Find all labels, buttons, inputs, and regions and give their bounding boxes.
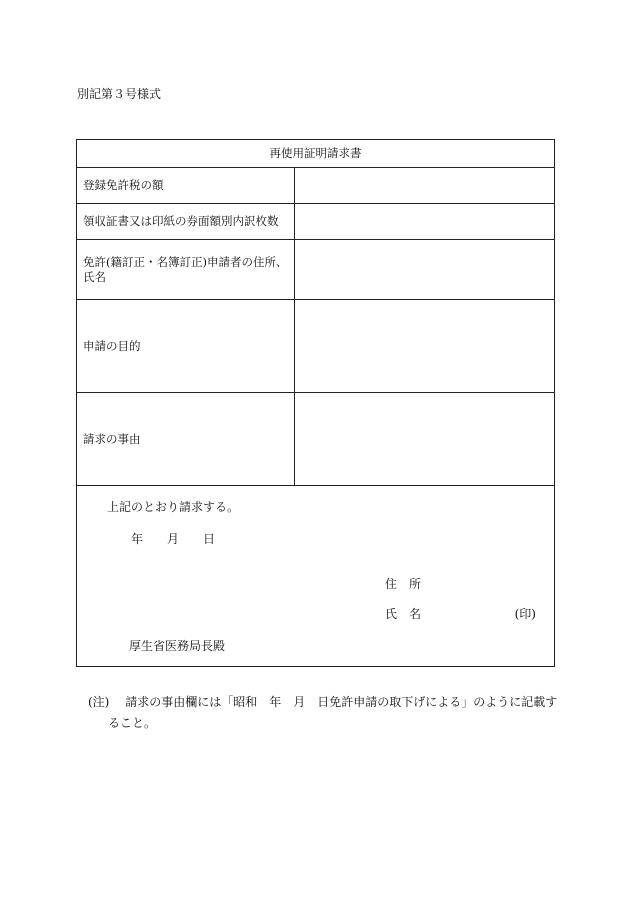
footnote-line-1: 請求の事由欄には「昭和 年 月 日免許申請の取下げによる」のように記載す xyxy=(125,695,558,709)
name-label: 氏 名 xyxy=(385,607,422,621)
form-title: 再使用証明請求書 xyxy=(77,140,555,168)
table-row xyxy=(77,300,555,393)
table-row xyxy=(77,240,555,300)
date-year-label: 年 xyxy=(131,532,144,546)
declaration-statement: 上記のとおり請求する。 xyxy=(107,500,240,514)
row-label-reason: 請求の事由 xyxy=(77,393,295,486)
table-row xyxy=(77,204,555,240)
row-value-applicant-address-name[interactable] xyxy=(295,240,555,300)
row-value-reason[interactable] xyxy=(295,393,555,486)
footnote xyxy=(88,692,558,734)
row-value-receipt-breakdown[interactable] xyxy=(295,204,555,240)
row-value-tax-amount[interactable] xyxy=(295,168,555,204)
row-value-purpose[interactable] xyxy=(295,300,555,393)
declaration-cell xyxy=(77,486,555,667)
table-row xyxy=(77,168,555,204)
row-label-tax-amount: 登録免許税の額 xyxy=(77,168,295,204)
row-label-receipt-breakdown: 領収証書又は印紙の券面額別内訳枚数 xyxy=(77,204,295,240)
row-label-applicant-address-name: 免許(籍訂正・名簿訂正)申請者の住所、氏名 xyxy=(77,240,295,300)
row-label-purpose: 申請の目的 xyxy=(77,300,295,393)
date-day-label: 日 xyxy=(203,532,216,546)
seal-mark: (印) xyxy=(514,607,536,621)
certificate-request-table xyxy=(76,139,555,667)
footnote-marker: (注) xyxy=(88,695,110,709)
date-month-label: 月 xyxy=(167,532,180,546)
table-row xyxy=(77,393,555,486)
address-label: 住 所 xyxy=(385,577,422,591)
footnote-line-2: ること。 xyxy=(108,716,157,730)
declaration-row xyxy=(77,486,555,667)
addressee: 厚生省医務局長殿 xyxy=(129,639,226,653)
form-number-label: 別記第３号様式 xyxy=(77,87,162,101)
